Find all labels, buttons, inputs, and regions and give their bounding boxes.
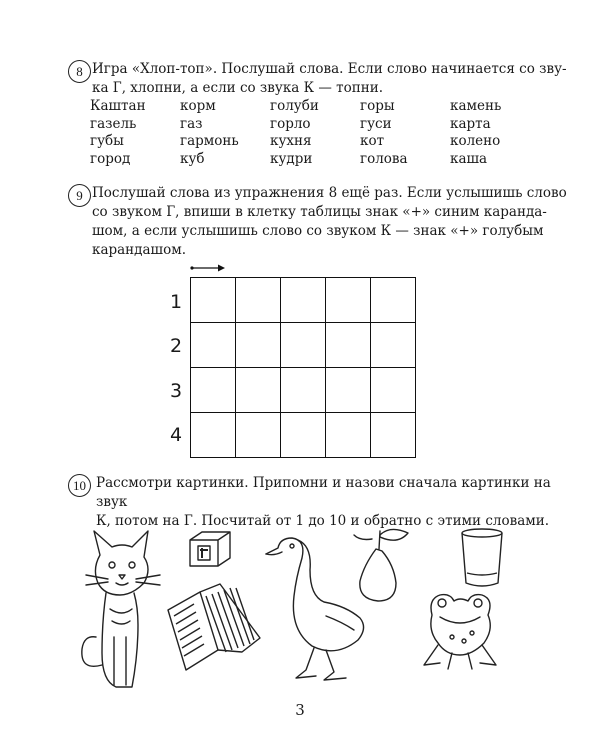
- word: горы: [360, 98, 395, 114]
- grid-row-label-4: 4: [170, 424, 183, 446]
- exercise-10-text: [96, 474, 572, 531]
- word-row: [90, 133, 560, 151]
- word: Каштан: [90, 98, 146, 114]
- cat-picture: [72, 525, 167, 695]
- grid-cell[interactable]: [281, 323, 326, 368]
- cube-picture: [186, 528, 236, 570]
- grid-row: [191, 278, 416, 323]
- exercise-8-word-table: [90, 98, 560, 168]
- grid-cell[interactable]: [191, 368, 236, 413]
- grid-cell[interactable]: [326, 323, 371, 368]
- word: кухня: [270, 133, 312, 149]
- grid-cell[interactable]: [281, 413, 326, 458]
- grid-cell[interactable]: [191, 413, 236, 458]
- word-row: [90, 151, 560, 169]
- exercise-9-text: [92, 184, 572, 260]
- word: город: [90, 150, 131, 167]
- exercise-9-line-4: карандашом.: [92, 242, 187, 258]
- word: колено: [450, 133, 501, 149]
- frog-picture: [420, 585, 500, 675]
- grid-cell[interactable]: [236, 413, 281, 458]
- grid-row-label-2: 2: [170, 335, 183, 357]
- grid-cell[interactable]: [326, 413, 371, 458]
- word: горло: [270, 115, 311, 132]
- word: каша: [450, 150, 488, 167]
- exercise-8-line-1: Игра «Хлоп-топ». Послушай слова. Если слово начинается со зву-: [92, 61, 567, 77]
- pear-picture: [350, 525, 415, 605]
- grid-cell[interactable]: [281, 278, 326, 323]
- grid-cell[interactable]: [371, 278, 416, 323]
- word: карта: [450, 115, 491, 132]
- exercise-9-line-2: со звуком Г, впиши в клетку таблицы знак «+» синим каранда-: [92, 204, 547, 220]
- grid-cell[interactable]: [236, 323, 281, 368]
- exercise-8-text: [92, 60, 572, 98]
- glass-picture: [458, 527, 506, 591]
- accordion-picture: [160, 580, 265, 690]
- word: газель: [90, 115, 137, 132]
- grid-cell[interactable]: [191, 278, 236, 323]
- grid-cell[interactable]: [326, 278, 371, 323]
- word: губы: [90, 133, 124, 149]
- exercise-9-line-3: шом, а если услышишь слово со звуком К — знак «+» голубым: [92, 223, 544, 239]
- answer-grid: [190, 277, 416, 458]
- grid-row: [191, 368, 416, 413]
- grid-cell[interactable]: [371, 413, 416, 458]
- grid-cell[interactable]: [191, 323, 236, 368]
- grid-cell[interactable]: [236, 278, 281, 323]
- grid-row-label-1: 1: [170, 291, 183, 313]
- exercise-10-line-1: Рассмотри картинки. Припомни и назови сначала картинки на звук: [96, 475, 551, 510]
- grid-cell[interactable]: [236, 368, 281, 413]
- exercise-10-number: 10: [68, 474, 91, 497]
- word-row: [90, 98, 560, 116]
- word-row: [90, 116, 560, 134]
- exercise-9-number: 9: [68, 184, 91, 207]
- exercise-8-number: 8: [68, 60, 91, 83]
- word: кот: [360, 133, 385, 149]
- grid-row-label-3: 3: [170, 380, 183, 402]
- grid-cell[interactable]: [281, 368, 326, 413]
- grid-row: [191, 323, 416, 368]
- grid-row: [191, 413, 416, 458]
- word: камень: [450, 98, 502, 114]
- exercise-8-line-2: ка Г, хлопни, а если со звука К — топни.: [92, 80, 384, 96]
- word: голова: [360, 150, 408, 167]
- grid-cell[interactable]: [371, 368, 416, 413]
- word: газ: [180, 115, 203, 132]
- exercise-9-line-1: Послушай слова из упражнения 8 ещё раз. Если услышишь слово: [92, 185, 567, 201]
- word: голуби: [270, 98, 319, 114]
- word: куб: [180, 150, 205, 167]
- word: гармонь: [180, 133, 239, 149]
- word: корм: [180, 98, 216, 114]
- exercise-10-line-2: К, потом на Г. Посчитай от 1 до 10 и обратно с этими словами.: [96, 513, 550, 529]
- grid-cell[interactable]: [326, 368, 371, 413]
- direction-arrow-icon: [190, 263, 226, 273]
- word: кудри: [270, 150, 313, 167]
- word: гуси: [360, 115, 392, 132]
- grid-cell[interactable]: [371, 323, 416, 368]
- page-number: 3: [295, 701, 305, 719]
